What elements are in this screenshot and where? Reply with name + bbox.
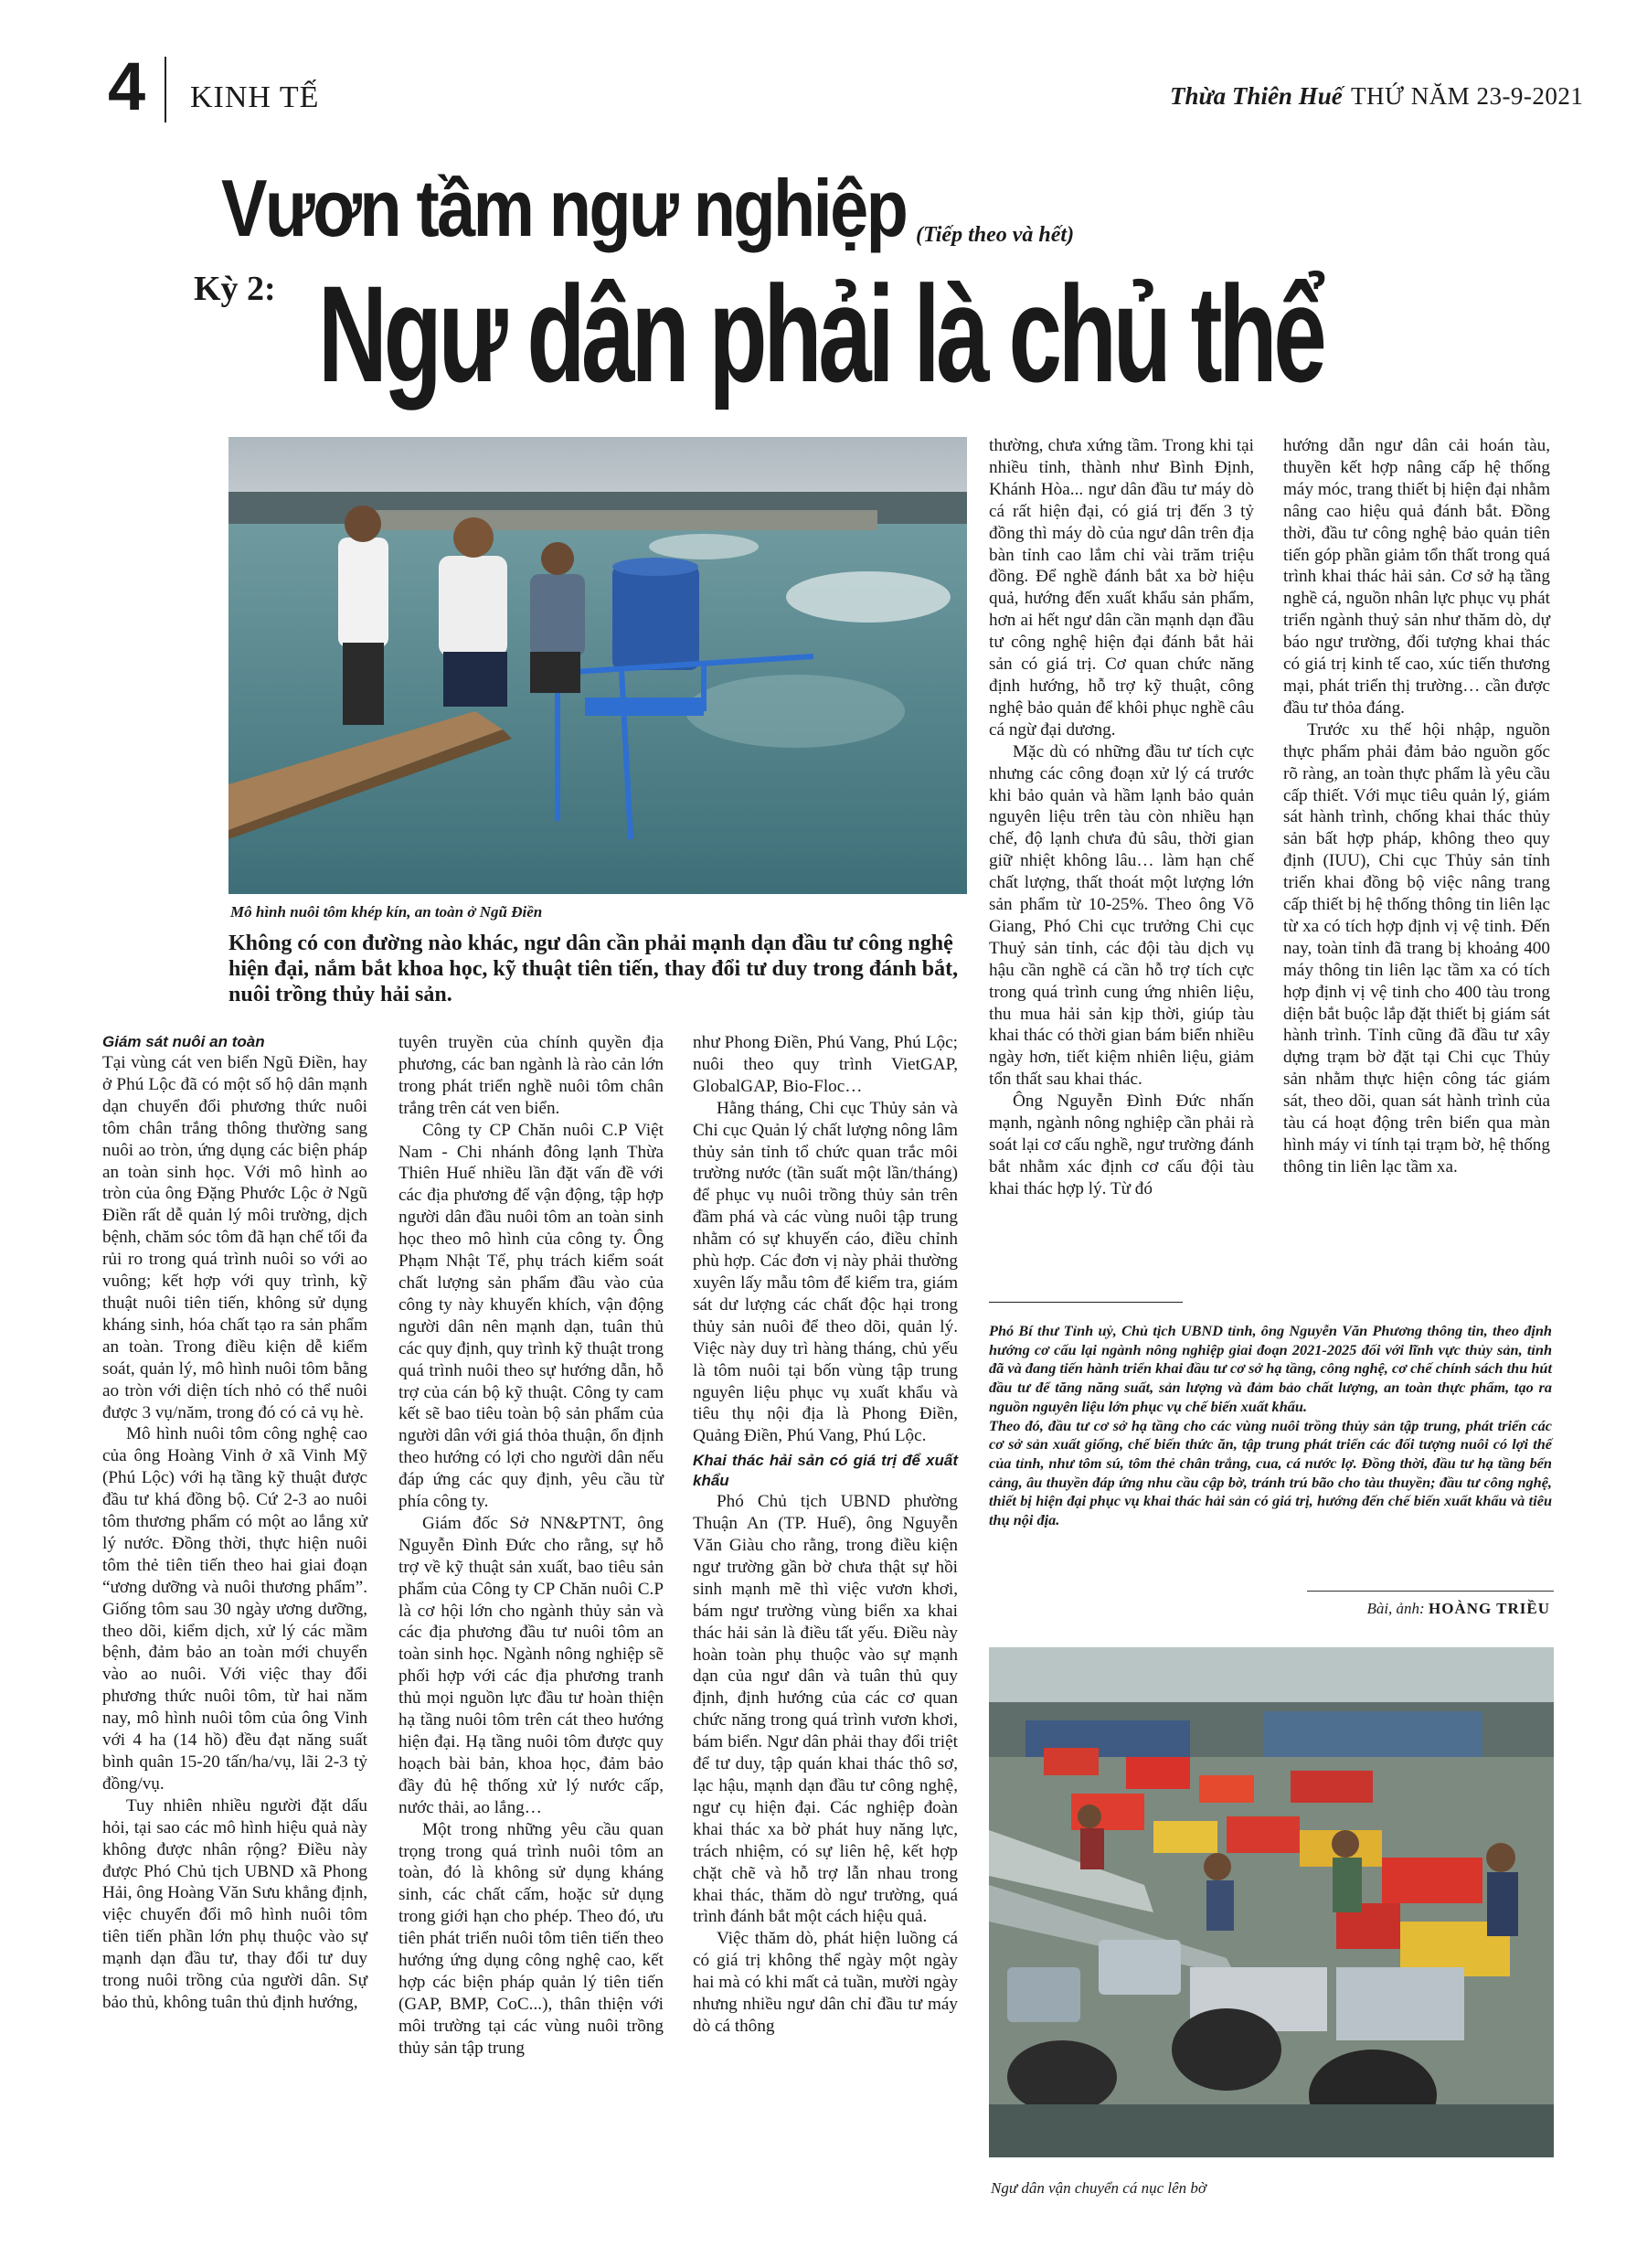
paragraph: Việc thăm dò, phát hiện luồng cá có giá trị không thể ngày một ngày hai mà có khi mất cả tuần, mười ngày nhưng nhiều ngư dân chỉ đầu tư máy dò cá thông	[693, 1929, 958, 2036]
photo2-caption: Ngư dân vận chuyển cá nục lên bờ	[991, 2179, 1206, 2197]
paragraph: Tại vùng cát ven biển Ngũ Điền, hay ở Phú Lộc đã có một số hộ dân mạnh dạn chuyển đổi phương thức nuôi tôm chân trắng thông thường sang nuôi ao tròn, ứng dụng các biện pháp an toàn sinh học. Với mô hình ao tròn của ông Đặng Phước Lộc ở Ngũ Điền rất dễ quản lý môi trường, dịch bệnh, chăm sóc tôm đã hạn chế tối đa rủi ro trong quá trình nuôi so với ao vuông; kết hợp với quy trình, kỹ thuật nuôi tiên tiến, không sử dụng kháng sinh, hóa chất tạo ra sản phẩm an toàn. Trong điều kiện dễ kiểm soát, quản lý, mô hình nuôi tôm bằng ao tròn với diện tích nhỏ có thể nuôi được 3 vụ/năm, trong đó có cả vụ hè.	[102, 1053, 367, 1422]
paragraph: Mô hình nuôi tôm công nghệ cao của ông Hoàng Vinh ở xã Vinh Mỹ (Phú Lộc) với hạ tầng kỹ thuật được đầu tư khá đồng bộ. Cứ 2-3 ao nuôi tôm thương phẩm có một ao lắng xử lý nước. Đồng thời, thực hiện nuôi tôm thẻ tiên tiến theo hai giai đoạn “ương dưỡng và nuôi thương phẩm”. Giống tôm sau 30 ngày ương dưỡng, theo dõi, kiểm dịch, xử lý các mầm bệnh, đảm bảo an toàn mới chuyển vào ao nuôi. Với việc thay đổi phương thức nuôi tôm, từ hai năm nay, mô hình nuôi tôm của ông Vinh với 4 ha (14 hồ) đều đạt năng suất bình quân 15-20 tấn/ha/vụ, lãi 2-3 tỷ đồng/vụ.	[102, 1424, 367, 1794]
info-box	[989, 1322, 1552, 1530]
paragraph: Hằng tháng, Chi cục Thủy sản và Chi cục Quản lý chất lượng nông lâm thủy sản tỉnh tổ chức quan trắc môi trường nước (tần suất một lần/tháng) để phục vụ nuôi trồng thủy sản trên đầm phá và các vùng nuôi tập trung nhằm có sự khuyến cáo, điều chỉnh phù hợp. Các đơn vị này phải thường xuyên lấy mẫu tôm để kiểm tra, giám sát dư lượng các chất độc hại trong thủy sản nuôi để theo dõi, quản lý. Việc này duy trì hàng tháng, chủ yếu là tôm nuôi tại bốn vùng tập trung nguyên liệu phục vụ xuất khẩu và tiêu thụ nội địa là Phong Điền, Quảng Điền, Phú Vang, Phú Lộc.	[693, 1098, 958, 1446]
paragraph: Trước xu thế hội nhập, nguồn thực phẩm phải đảm bảo nguồn gốc rõ ràng, an toàn thực phẩm là yêu cầu cấp thiết. Với mục tiêu quản lý, giám sát hành trình, chống khai thác thủy sản bất hợp pháp, không theo quy định (IUU), Chi cục Thủy sản tỉnh triển khai đồng bộ việc nâng trang cấp thiết bị hệ thống thông tin liên lạc từ xa có tích hợp định vị vệ tinh. Đến nay, toàn tỉnh đã trang bị khoảng 400 máy thông tin liên lạc tầm xa có tích hợp định vị vệ tinh cho 400 tàu trong diện bắt buộc lắp đặt thiết bị giám sát hành trình. Tỉnh cũng đã đầu tư xây dựng trạm bờ đặt tại Chi cục Thủy sản nhằm thực hiện công tác giám sát, theo dõi, quan sát hành trình của tàu cá hoạt động trên biển qua màn hình máy vi tính tại trạm bờ, hệ thống thông tin liên lạc tầm xa.	[1283, 719, 1550, 1177]
page-number: 4	[108, 48, 146, 124]
paragraph: Giám đốc Sở NN&PTNT, ông Nguyễn Đình Đức cho rằng, sự hỗ trợ về kỹ thuật sản xuất, bao tiêu sản phẩm của Công ty CP Chăn nuôi C.P là cơ hội lớn cho ngành thủy sản và các địa phương đầu tư nuôi tôm an toàn sinh học. Ngành nông nghiệp sẽ phối hợp với các địa phương tranh thủ mọi nguồn lực đầu tư hoàn thiện hạ tầng nuôi tôm trên cát theo hướng hiện đại. Hạ tầng nuôi tôm được quy hoạch bài bản, khoa học, đảm bảo đầy đủ hệ thống xử lý nước cấp, nước thải, ao lắng…	[398, 1513, 664, 1817]
article-column-5	[1283, 435, 1550, 1178]
series-title: Vươn tầm ngư nghiệp	[221, 163, 907, 253]
shrimp-pond-photo	[228, 437, 967, 894]
paragraph: hướng dẫn ngư dân cải hoán tàu, thuyền kết hợp nâng cấp hệ thống máy móc, trang thiết bị hiện đại nhằm nâng cao hiệu quả đánh bắt. Đồng thời, đầu tư công nghệ bảo quản tiên tiến góp phần giảm tổn thất trong quá trình khai thác hải sản. Cơ sở hạ tầng nghề cá, nguồn nhân lực phục vụ phát triển ngành thuỷ sản như thăm dò, dự báo ngư trường, đối tượng khai thác có giá trị kinh tế cao, xúc tiến thương mại, phát triển thị trường… cần được đầu tư thỏa đáng.	[1283, 436, 1551, 718]
byline-divider	[1307, 1591, 1554, 1592]
paragraph: như Phong Điền, Phú Vang, Phú Lộc; nuôi theo quy trình VietGAP, GlobalGAP, Bio-Floc…	[693, 1033, 958, 1096]
photo1-caption: Mô hình nuôi tôm khép kín, an toàn ở Ngũ Điền	[230, 903, 543, 921]
issue-date: THỨ NĂM 23-9-2021	[1351, 82, 1584, 110]
fishing-boat-image	[989, 1647, 1554, 2157]
box-paragraph: Phó Bí thư Tỉnh uỷ, Chủ tịch UBND tỉnh, ông Nguyễn Văn Phương thông tin, theo định hướng cơ cấu lại ngành nông nghiệp giai đoạn 2021-2025 đối với lĩnh vực thủy sản, tỉnh đã và đang tiến hành triển khai đầu tư cơ sở hạ tầng, công nghệ, cơ chế chính sách thu hút đầu tư để tăng năng suất, sản lượng và đảm bảo chất lượng, an toàn thực phẩm, tạo ra nguồn nguyên liệu lớn phục vụ chế biến xuất khẩu.	[989, 1322, 1552, 1415]
paragraph: Tuy nhiên nhiều người đặt dấu hỏi, tại sao các mô hình hiệu quả này không được nhân rộng? Điều này được Phó Chủ tịch UBND xã Phong Hải, ông Hoàng Văn Sưu khẳng định, việc chuyển đổi mô hình nuôi tôm tiên tiến phần lớn phụ thuộc vào sự mạnh dạn đầu tư, thay đổi tư duy trong nuôi trồng của người dân. Sự bảo thủ, không tuân thủ định hướng,	[102, 1795, 367, 2012]
header-divider	[165, 57, 166, 122]
section-divider	[989, 1302, 1183, 1303]
paragraph: Ông Nguyễn Đình Đức nhấn mạnh, ngành nông nghiệp cần phải rà soát lại cơ cấu nghề, ngư trường đánh bắt nhằm xác định cơ cấu đội tàu khai thác hợp lý. Từ đó	[989, 1091, 1254, 1198]
section-name: KINH TẾ	[190, 80, 320, 114]
newspaper-name: Thừa Thiên Huế	[1170, 82, 1343, 110]
fishing-boat-photo	[989, 1647, 1554, 2157]
paragraph: thường, chưa xứng tầm. Trong khi tại nhiều tỉnh, thành như Bình Định, Khánh Hòa... ngư dân đầu tư máy dò cá rất hiện đại, có giá trị đến 3 tỷ đồng thì máy dò của ngư dân trên địa bàn tỉnh cao lắm chỉ vài trăm triệu đồng. Để nghề đánh bắt xa bờ hiệu quả, hướng đến xuất khẩu sản phẩm, hơn ai hết ngư dân cần mạnh dạn đầu tư công nghệ hiện đại đánh bắt hải sản có giá trị. Cơ quan chức năng định hướng, hỗ trợ kỹ thuật, công nghệ bảo quản để khôi phục nghề câu cá ngừ đại dương.	[989, 436, 1254, 740]
byline-label: Bài, ảnh:	[1366, 1600, 1425, 1617]
byline	[1325, 1600, 1550, 1618]
subhead-export-fishing: Khai thác hải sản có giá trị để xuất khẩu	[693, 1452, 958, 1490]
paragraph: Mặc dù có những đầu tư tích cực nhưng các công đoạn xử lý cá trước khi bảo quản và hầm lạnh bảo quản nguyên liệu trên tàu còn nhiều hạn chế, độ lạnh chưa đủ sâu, thời gian giữ nhiệt không lâu… làm hạn chế chất lượng, thất thoát một lượng lớn sản phẩm từ 10-25%. Theo ông Võ Giang, Phó Chi cục trưởng Chi cục Thuỷ sản tỉnh, các đội tàu dịch vụ hậu cần nghề cá cần hỗ trợ tích cực trong quá trình cung ứng nhiên liệu, thu mua hải sản kịp thời, giúp tàu khai thác có thời gian bám biển nhiều ngày hơn, tiết kiệm nhiên liệu, giảm tổn thất sau khai thác.	[989, 741, 1254, 1090]
paragraph: Một trong những yêu cầu quan trọng trong quá trình nuôi tôm an toàn, đó là không sử dụng kháng sinh, các chất cấm, hoặc sử dụng trong giới hạn cho phép. Theo đó, ưu tiên phát triển nuôi tôm tiên tiến theo hướng ứng dụng công nghệ cao, kết hợp các biện pháp quản lý tiên tiến (GAP, BMP, CoC...), thân thiện với môi trường tại các vùng nuôi trồng thủy sản tập trung	[398, 1819, 664, 2058]
subhead-safe-farming: Giám sát nuôi an toàn	[102, 1033, 265, 1050]
paragraph: Công ty CP Chăn nuôi C.P Việt Nam - Chi nhánh đông lạnh Thừa Thiên Huế nhiều lần đặt vấn đề với các địa phương để vận động, tập hợp người dân đầu nuôi tôm an toàn sinh học theo mô hình của công ty. Ông Phạm Nhật Tế, phụ trách kiểm soát chất lượng sản phẩm đầu vào của công ty này khuyến khích, vận động người dân nên mạnh dạn, tuân thủ các quy định, quy trình kỹ thuật trong quá trình nuôi theo sự hướng dẫn, hỗ trợ của cán bộ kỹ thuật. Công ty cam kết sẽ bao tiêu toàn bộ sản phẩm của người dân với giá thỏa thuận, ổn định theo hướng có lợi cho người dân nếu đáp ứng các quy định, yêu cầu từ phía công ty.	[398, 1120, 664, 1512]
part-label: Kỳ 2:	[194, 270, 276, 308]
article-column-1	[102, 1032, 367, 2014]
article-column-4	[989, 435, 1254, 1200]
shrimp-pond-image	[228, 437, 967, 894]
continued-note: (Tiếp theo và hết)	[916, 223, 1075, 247]
paragraph: tuyên truyền của chính quyền địa phương, các ban ngành là rào cản lớn trong phát triển nghề nuôi tôm chân trắng trên cát ven biển.	[398, 1033, 664, 1118]
box-paragraph: Theo đó, đầu tư cơ sở hạ tầng cho các vùng nuôi trồng thủy sản tập trung, phát triển các cơ sở sản xuất giống, chế biến thức ăn, tập trung phát triển các đối tượng nuôi có lợi thế của tỉnh, như tôm sú, tôm thẻ chân trắng, cua, cá nước lợ. Đồng thời, đầu tư hạ tầng bến cảng, âu thuyền đáp ứng nhu cầu cập bờ, tránh trú bão cho tàu thuyền; đầu tư công nghệ, thiết bị hiện đại phục vụ khai thác hải sản có giá trị, hướng đến chế biến xuất khẩu và tiêu thụ nội địa.	[989, 1416, 1552, 1529]
paragraph: Phó Chủ tịch UBND phường Thuận An (TP. Huế), ông Nguyễn Văn Giàu cho rằng, trong điều kiện ngư trường gần bờ chưa thật sự hồi sinh mạnh mẽ thì việc vươn khơi, bám ngư trường vùng biển xa khai thác hải sản là điều tất yếu. Điều này hoàn toàn phụ thuộc vào sự mạnh dạn của ngư dân và tuân thủ quy định, định hướng của các cơ quan chức năng trong quá trình vươn khơi, bám biển. Ngư dân phải thay đổi triệt để tư duy, tập quán khai thác thô sơ, lạc hậu, mạnh dạn đầu tư công nghệ, ngư cụ hiện đại. Các nghiệp đoàn khai thác xa bờ phát huy năng lực, trách nhiệm, có sự liên hệ, kết hợp chặt chẽ và hỗ trợ lẫn nhau trong khai thác, thăm dò ngư trường, quá trình đánh bắt một cách hiệu quả.	[693, 1492, 958, 1927]
byline-author: HOÀNG TRIỀU	[1428, 1600, 1550, 1617]
article-column-2	[398, 1032, 664, 2060]
main-headline: Ngư dân phải là chủ thể	[318, 257, 1323, 410]
lead-paragraph: Không có con đường nào khác, ngư dân cần phải mạnh dạn đầu tư công nghệ hiện đại, nắm bắt khoa học, kỹ thuật tiên tiến, thay đổi tư duy trong đánh bắt, nuôi trồng thủy hải sản.	[228, 932, 959, 1006]
article-column-3	[693, 1032, 958, 2038]
